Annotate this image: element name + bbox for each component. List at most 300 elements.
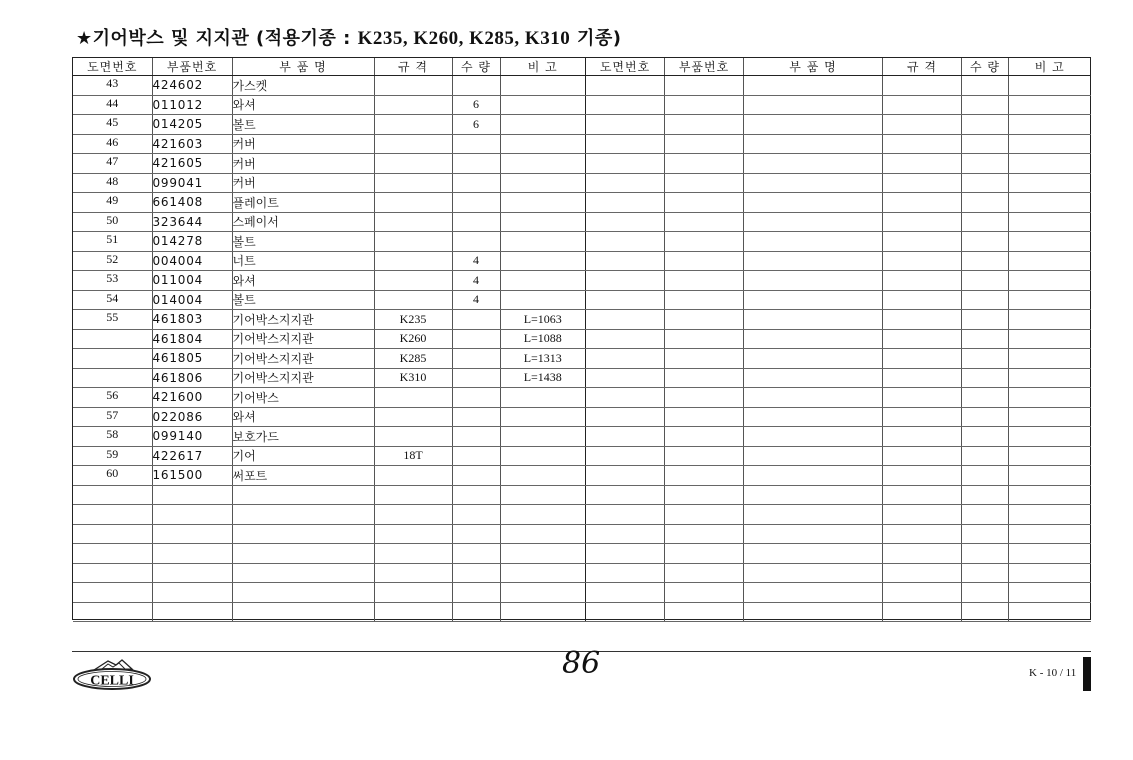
part-no-cell xyxy=(665,485,744,505)
part-name-cell xyxy=(744,368,883,388)
table-row xyxy=(73,485,585,505)
page-edge-marker xyxy=(1083,657,1091,691)
header-spec: 규 격 xyxy=(883,58,962,76)
note-cell xyxy=(1009,368,1091,388)
note-cell xyxy=(1009,427,1091,447)
part-name-cell xyxy=(744,446,883,466)
note-cell xyxy=(1009,76,1091,96)
part-no-cell xyxy=(665,115,744,135)
part-name-cell xyxy=(744,349,883,369)
part-name-cell xyxy=(744,583,883,603)
spec-cell xyxy=(883,115,962,135)
part-name-cell: 써포트 xyxy=(232,466,374,486)
note-cell xyxy=(500,115,585,135)
part-no-cell xyxy=(665,193,744,213)
spec-cell xyxy=(374,271,452,291)
fig-no-cell xyxy=(586,212,665,232)
note-cell xyxy=(1009,388,1091,408)
part-name-cell: 기어박스 xyxy=(232,388,374,408)
sheet-reference: K - 10 / 11 xyxy=(1029,667,1077,679)
fig-no-cell: 43 xyxy=(73,76,152,96)
part-no-cell xyxy=(665,173,744,193)
note-cell xyxy=(500,251,585,271)
title-suffix: 기종) xyxy=(576,28,622,49)
spec-cell xyxy=(883,427,962,447)
fig-no-cell xyxy=(586,349,665,369)
qty-cell xyxy=(962,427,1009,447)
note-cell xyxy=(500,466,585,486)
qty-cell xyxy=(452,76,500,96)
table-row xyxy=(73,349,585,369)
part-name-cell: 기어박스지지관 xyxy=(232,368,374,388)
fig-no-cell xyxy=(73,505,152,525)
note-cell xyxy=(1009,329,1091,349)
header-part-no: 부품번호 xyxy=(665,58,744,76)
part-name-cell: 커버 xyxy=(232,134,374,154)
note-cell xyxy=(500,232,585,252)
table-row xyxy=(586,583,1091,603)
spec-cell xyxy=(883,349,962,369)
table-row xyxy=(73,154,585,174)
part-no-cell xyxy=(665,134,744,154)
fig-no-cell: 49 xyxy=(73,193,152,213)
fig-no-cell: 46 xyxy=(73,134,152,154)
fig-no-cell xyxy=(586,329,665,349)
part-name-cell xyxy=(744,407,883,427)
part-no-cell: 022086 xyxy=(152,407,232,427)
qty-cell xyxy=(962,602,1009,622)
fig-no-cell xyxy=(586,466,665,486)
spec-cell xyxy=(374,583,452,603)
fig-no-cell: 55 xyxy=(73,310,152,330)
part-no-cell xyxy=(665,271,744,291)
parts-table-right-body xyxy=(586,76,1091,622)
spec-cell xyxy=(883,251,962,271)
part-no-cell xyxy=(152,544,232,564)
table-row xyxy=(586,95,1091,115)
part-name-cell xyxy=(232,524,374,544)
qty-cell xyxy=(452,193,500,213)
table-row xyxy=(586,349,1091,369)
table-row xyxy=(73,544,585,564)
spec-cell xyxy=(883,466,962,486)
spec-cell xyxy=(374,212,452,232)
spec-cell: 18T xyxy=(374,446,452,466)
qty-cell xyxy=(962,271,1009,291)
note-cell xyxy=(1009,466,1091,486)
fig-no-cell xyxy=(586,583,665,603)
qty-cell xyxy=(962,115,1009,135)
qty-cell xyxy=(452,310,500,330)
table-row xyxy=(586,427,1091,447)
title-models: K235, K260, K285, K310 xyxy=(357,28,571,49)
qty-cell xyxy=(452,544,500,564)
note-cell xyxy=(500,154,585,174)
fig-no-cell xyxy=(73,602,152,622)
fig-no-cell xyxy=(586,154,665,174)
part-no-cell xyxy=(665,602,744,622)
table-header-row xyxy=(586,58,1091,76)
part-no-cell: 461804 xyxy=(152,329,232,349)
note-cell xyxy=(1009,446,1091,466)
spec-cell xyxy=(374,173,452,193)
spec-cell xyxy=(883,271,962,291)
table-row xyxy=(73,602,585,622)
note-cell xyxy=(1009,290,1091,310)
part-name-cell xyxy=(744,212,883,232)
spec-cell xyxy=(883,76,962,96)
qty-cell xyxy=(962,407,1009,427)
qty-cell: 6 xyxy=(452,115,500,135)
fig-no-cell xyxy=(586,485,665,505)
spec-cell xyxy=(883,134,962,154)
note-cell xyxy=(1009,485,1091,505)
part-name-cell xyxy=(744,290,883,310)
note-cell xyxy=(500,505,585,525)
spec-cell xyxy=(374,232,452,252)
spec-cell xyxy=(883,505,962,525)
table-row xyxy=(586,329,1091,349)
part-name-cell xyxy=(744,76,883,96)
part-no-cell: 422617 xyxy=(152,446,232,466)
qty-cell: 6 xyxy=(452,95,500,115)
qty-cell xyxy=(962,583,1009,603)
table-row xyxy=(586,368,1091,388)
spec-cell xyxy=(883,95,962,115)
fig-no-cell xyxy=(586,290,665,310)
note-cell xyxy=(1009,583,1091,603)
part-name-cell xyxy=(744,388,883,408)
part-no-cell xyxy=(665,154,744,174)
fig-no-cell xyxy=(586,95,665,115)
qty-cell xyxy=(962,388,1009,408)
part-no-cell xyxy=(152,524,232,544)
note-cell xyxy=(1009,271,1091,291)
table-row xyxy=(73,524,585,544)
part-no-cell xyxy=(665,505,744,525)
table-row xyxy=(586,154,1091,174)
part-no-cell: 461805 xyxy=(152,349,232,369)
note-cell: L=1313 xyxy=(500,349,585,369)
part-name-cell xyxy=(232,544,374,564)
parts-table-right xyxy=(585,58,1091,622)
note-cell xyxy=(500,544,585,564)
spec-cell xyxy=(883,388,962,408)
qty-cell xyxy=(962,76,1009,96)
note-cell xyxy=(1009,95,1091,115)
part-no-cell: 161500 xyxy=(152,466,232,486)
fig-no-cell xyxy=(73,524,152,544)
part-name-cell: 와셔 xyxy=(232,95,374,115)
part-no-cell xyxy=(665,310,744,330)
spec-cell xyxy=(374,505,452,525)
part-name-cell xyxy=(744,251,883,271)
table-row xyxy=(73,251,585,271)
part-no-cell: 014205 xyxy=(152,115,232,135)
qty-cell xyxy=(452,583,500,603)
note-cell xyxy=(500,563,585,583)
spec-cell xyxy=(374,193,452,213)
part-name-cell xyxy=(744,115,883,135)
qty-cell xyxy=(452,154,500,174)
part-name-cell xyxy=(744,134,883,154)
table-row xyxy=(586,232,1091,252)
part-name-cell: 볼트 xyxy=(232,290,374,310)
fig-no-cell xyxy=(586,251,665,271)
qty-cell xyxy=(962,524,1009,544)
part-name-cell: 커버 xyxy=(232,173,374,193)
fig-no-cell xyxy=(586,505,665,525)
spec-cell xyxy=(883,563,962,583)
table-row xyxy=(73,388,585,408)
qty-cell xyxy=(962,310,1009,330)
fig-no-cell: 51 xyxy=(73,232,152,252)
note-cell xyxy=(500,583,585,603)
spec-cell xyxy=(374,427,452,447)
spec-cell xyxy=(374,251,452,271)
spec-cell xyxy=(374,563,452,583)
table-row xyxy=(73,583,585,603)
spec-cell xyxy=(883,602,962,622)
table-row xyxy=(586,602,1091,622)
part-name-cell: 와셔 xyxy=(232,407,374,427)
note-cell xyxy=(1009,232,1091,252)
spec-cell xyxy=(883,173,962,193)
qty-cell xyxy=(962,505,1009,525)
part-no-cell xyxy=(665,349,744,369)
spec-cell xyxy=(883,310,962,330)
qty-cell xyxy=(962,95,1009,115)
page-number: 86 xyxy=(562,646,601,681)
header-note: 비 고 xyxy=(500,58,585,76)
table-row xyxy=(586,271,1091,291)
part-no-cell xyxy=(665,524,744,544)
note-cell xyxy=(500,212,585,232)
spec-cell xyxy=(883,583,962,603)
parts-table-left-body xyxy=(73,76,585,622)
note-cell xyxy=(1009,407,1091,427)
part-name-cell xyxy=(744,271,883,291)
table-row xyxy=(586,173,1091,193)
part-no-cell xyxy=(665,446,744,466)
table-row xyxy=(73,95,585,115)
part-name-cell: 와셔 xyxy=(232,271,374,291)
header-part-name: 부 품 명 xyxy=(232,58,374,76)
part-no-cell: 014004 xyxy=(152,290,232,310)
fig-no-cell: 47 xyxy=(73,154,152,174)
table-row xyxy=(73,232,585,252)
part-no-cell: 424602 xyxy=(152,76,232,96)
qty-cell xyxy=(962,466,1009,486)
qty-cell xyxy=(452,329,500,349)
spec-cell xyxy=(374,388,452,408)
part-no-cell xyxy=(665,407,744,427)
part-no-cell xyxy=(665,388,744,408)
qty-cell xyxy=(962,212,1009,232)
spec-cell xyxy=(883,232,962,252)
part-name-cell xyxy=(232,583,374,603)
header-part-name: 부 품 명 xyxy=(744,58,883,76)
table-row xyxy=(586,193,1091,213)
table-row xyxy=(73,193,585,213)
note-cell xyxy=(500,485,585,505)
spec-cell xyxy=(883,154,962,174)
qty-cell xyxy=(452,212,500,232)
part-no-cell xyxy=(665,251,744,271)
table-row xyxy=(586,310,1091,330)
spec-cell xyxy=(883,485,962,505)
part-name-cell: 볼트 xyxy=(232,115,374,135)
fig-no-cell xyxy=(73,349,152,369)
svg-text:CELLI: CELLI xyxy=(90,673,134,689)
table-row xyxy=(73,368,585,388)
part-no-cell xyxy=(152,563,232,583)
spec-cell: K310 xyxy=(374,368,452,388)
qty-cell xyxy=(452,368,500,388)
qty-cell xyxy=(962,485,1009,505)
fig-no-cell: 54 xyxy=(73,290,152,310)
part-no-cell: 099041 xyxy=(152,173,232,193)
part-name-cell: 스페이서 xyxy=(232,212,374,232)
qty-cell xyxy=(962,154,1009,174)
part-no-cell: 011012 xyxy=(152,95,232,115)
qty-cell xyxy=(452,232,500,252)
table-row xyxy=(586,524,1091,544)
part-name-cell xyxy=(744,329,883,349)
part-name-cell xyxy=(232,563,374,583)
table-row xyxy=(586,505,1091,525)
part-name-cell: 가스켓 xyxy=(232,76,374,96)
table-row xyxy=(586,485,1091,505)
part-no-cell xyxy=(152,485,232,505)
part-name-cell: 기어박스지지관 xyxy=(232,329,374,349)
fig-no-cell xyxy=(586,427,665,447)
fig-no-cell xyxy=(586,368,665,388)
note-cell xyxy=(500,193,585,213)
fig-no-cell: 52 xyxy=(73,251,152,271)
fig-no-cell: 45 xyxy=(73,115,152,135)
part-name-cell: 커버 xyxy=(232,154,374,174)
fig-no-cell xyxy=(73,485,152,505)
part-no-cell xyxy=(152,583,232,603)
qty-cell xyxy=(452,427,500,447)
part-no-cell: 421600 xyxy=(152,388,232,408)
fig-no-cell: 53 xyxy=(73,271,152,291)
fig-no-cell xyxy=(586,134,665,154)
part-no-cell xyxy=(665,329,744,349)
fig-no-cell xyxy=(586,446,665,466)
part-name-cell xyxy=(744,310,883,330)
part-name-cell xyxy=(744,524,883,544)
note-cell: L=1088 xyxy=(500,329,585,349)
part-no-cell xyxy=(665,76,744,96)
spec-cell xyxy=(883,446,962,466)
note-cell xyxy=(1009,154,1091,174)
fig-no-cell xyxy=(586,388,665,408)
qty-cell xyxy=(962,329,1009,349)
note-cell xyxy=(500,76,585,96)
part-name-cell xyxy=(744,563,883,583)
table-row xyxy=(586,115,1091,135)
spec-cell: K235 xyxy=(374,310,452,330)
spec-cell xyxy=(883,212,962,232)
note-cell xyxy=(500,388,585,408)
note-cell xyxy=(1009,251,1091,271)
note-cell xyxy=(500,602,585,622)
spec-cell xyxy=(374,407,452,427)
part-no-cell xyxy=(665,368,744,388)
part-name-cell xyxy=(744,95,883,115)
qty-cell xyxy=(962,173,1009,193)
spec-cell xyxy=(374,76,452,96)
part-name-cell xyxy=(744,232,883,252)
fig-no-cell xyxy=(586,310,665,330)
fig-no-cell xyxy=(586,563,665,583)
table-row xyxy=(73,76,585,96)
part-no-cell: 461803 xyxy=(152,310,232,330)
part-name-cell xyxy=(744,193,883,213)
table-row xyxy=(73,407,585,427)
spec-cell xyxy=(883,329,962,349)
note-cell xyxy=(500,407,585,427)
part-name-cell xyxy=(744,173,883,193)
note-cell: L=1438 xyxy=(500,368,585,388)
part-name-cell xyxy=(744,505,883,525)
note-cell xyxy=(500,173,585,193)
fig-no-cell: 44 xyxy=(73,95,152,115)
table-row xyxy=(586,446,1091,466)
title-prefix: ★기어박스 및 지지관 (적용기종 : xyxy=(76,28,351,49)
fig-no-cell xyxy=(586,271,665,291)
part-name-cell: 기어 xyxy=(232,446,374,466)
note-cell xyxy=(1009,134,1091,154)
header-qty: 수 량 xyxy=(962,58,1009,76)
qty-cell xyxy=(452,485,500,505)
part-name-cell xyxy=(232,485,374,505)
qty-cell xyxy=(452,563,500,583)
part-name-cell: 볼트 xyxy=(232,232,374,252)
note-cell xyxy=(500,524,585,544)
note-cell xyxy=(1009,563,1091,583)
spec-cell xyxy=(374,290,452,310)
qty-cell xyxy=(962,544,1009,564)
part-no-cell xyxy=(665,466,744,486)
part-no-cell xyxy=(665,232,744,252)
part-no-cell xyxy=(665,583,744,603)
qty-cell xyxy=(452,407,500,427)
table-header-row xyxy=(73,58,585,76)
part-no-cell xyxy=(665,544,744,564)
note-cell xyxy=(500,271,585,291)
part-no-cell xyxy=(152,602,232,622)
header-qty: 수 량 xyxy=(452,58,500,76)
part-no-cell xyxy=(152,505,232,525)
table-row xyxy=(586,466,1091,486)
part-no-cell xyxy=(665,290,744,310)
qty-cell xyxy=(962,368,1009,388)
qty-cell xyxy=(452,388,500,408)
header-fig-no: 도면번호 xyxy=(586,58,665,76)
part-name-cell: 기어박스지지관 xyxy=(232,349,374,369)
table-row xyxy=(586,563,1091,583)
qty-cell xyxy=(452,349,500,369)
qty-cell xyxy=(962,349,1009,369)
qty-cell xyxy=(452,173,500,193)
table-row xyxy=(586,407,1091,427)
header-fig-no: 도면번호 xyxy=(73,58,152,76)
fig-no-cell: 58 xyxy=(73,427,152,447)
table-row xyxy=(73,505,585,525)
